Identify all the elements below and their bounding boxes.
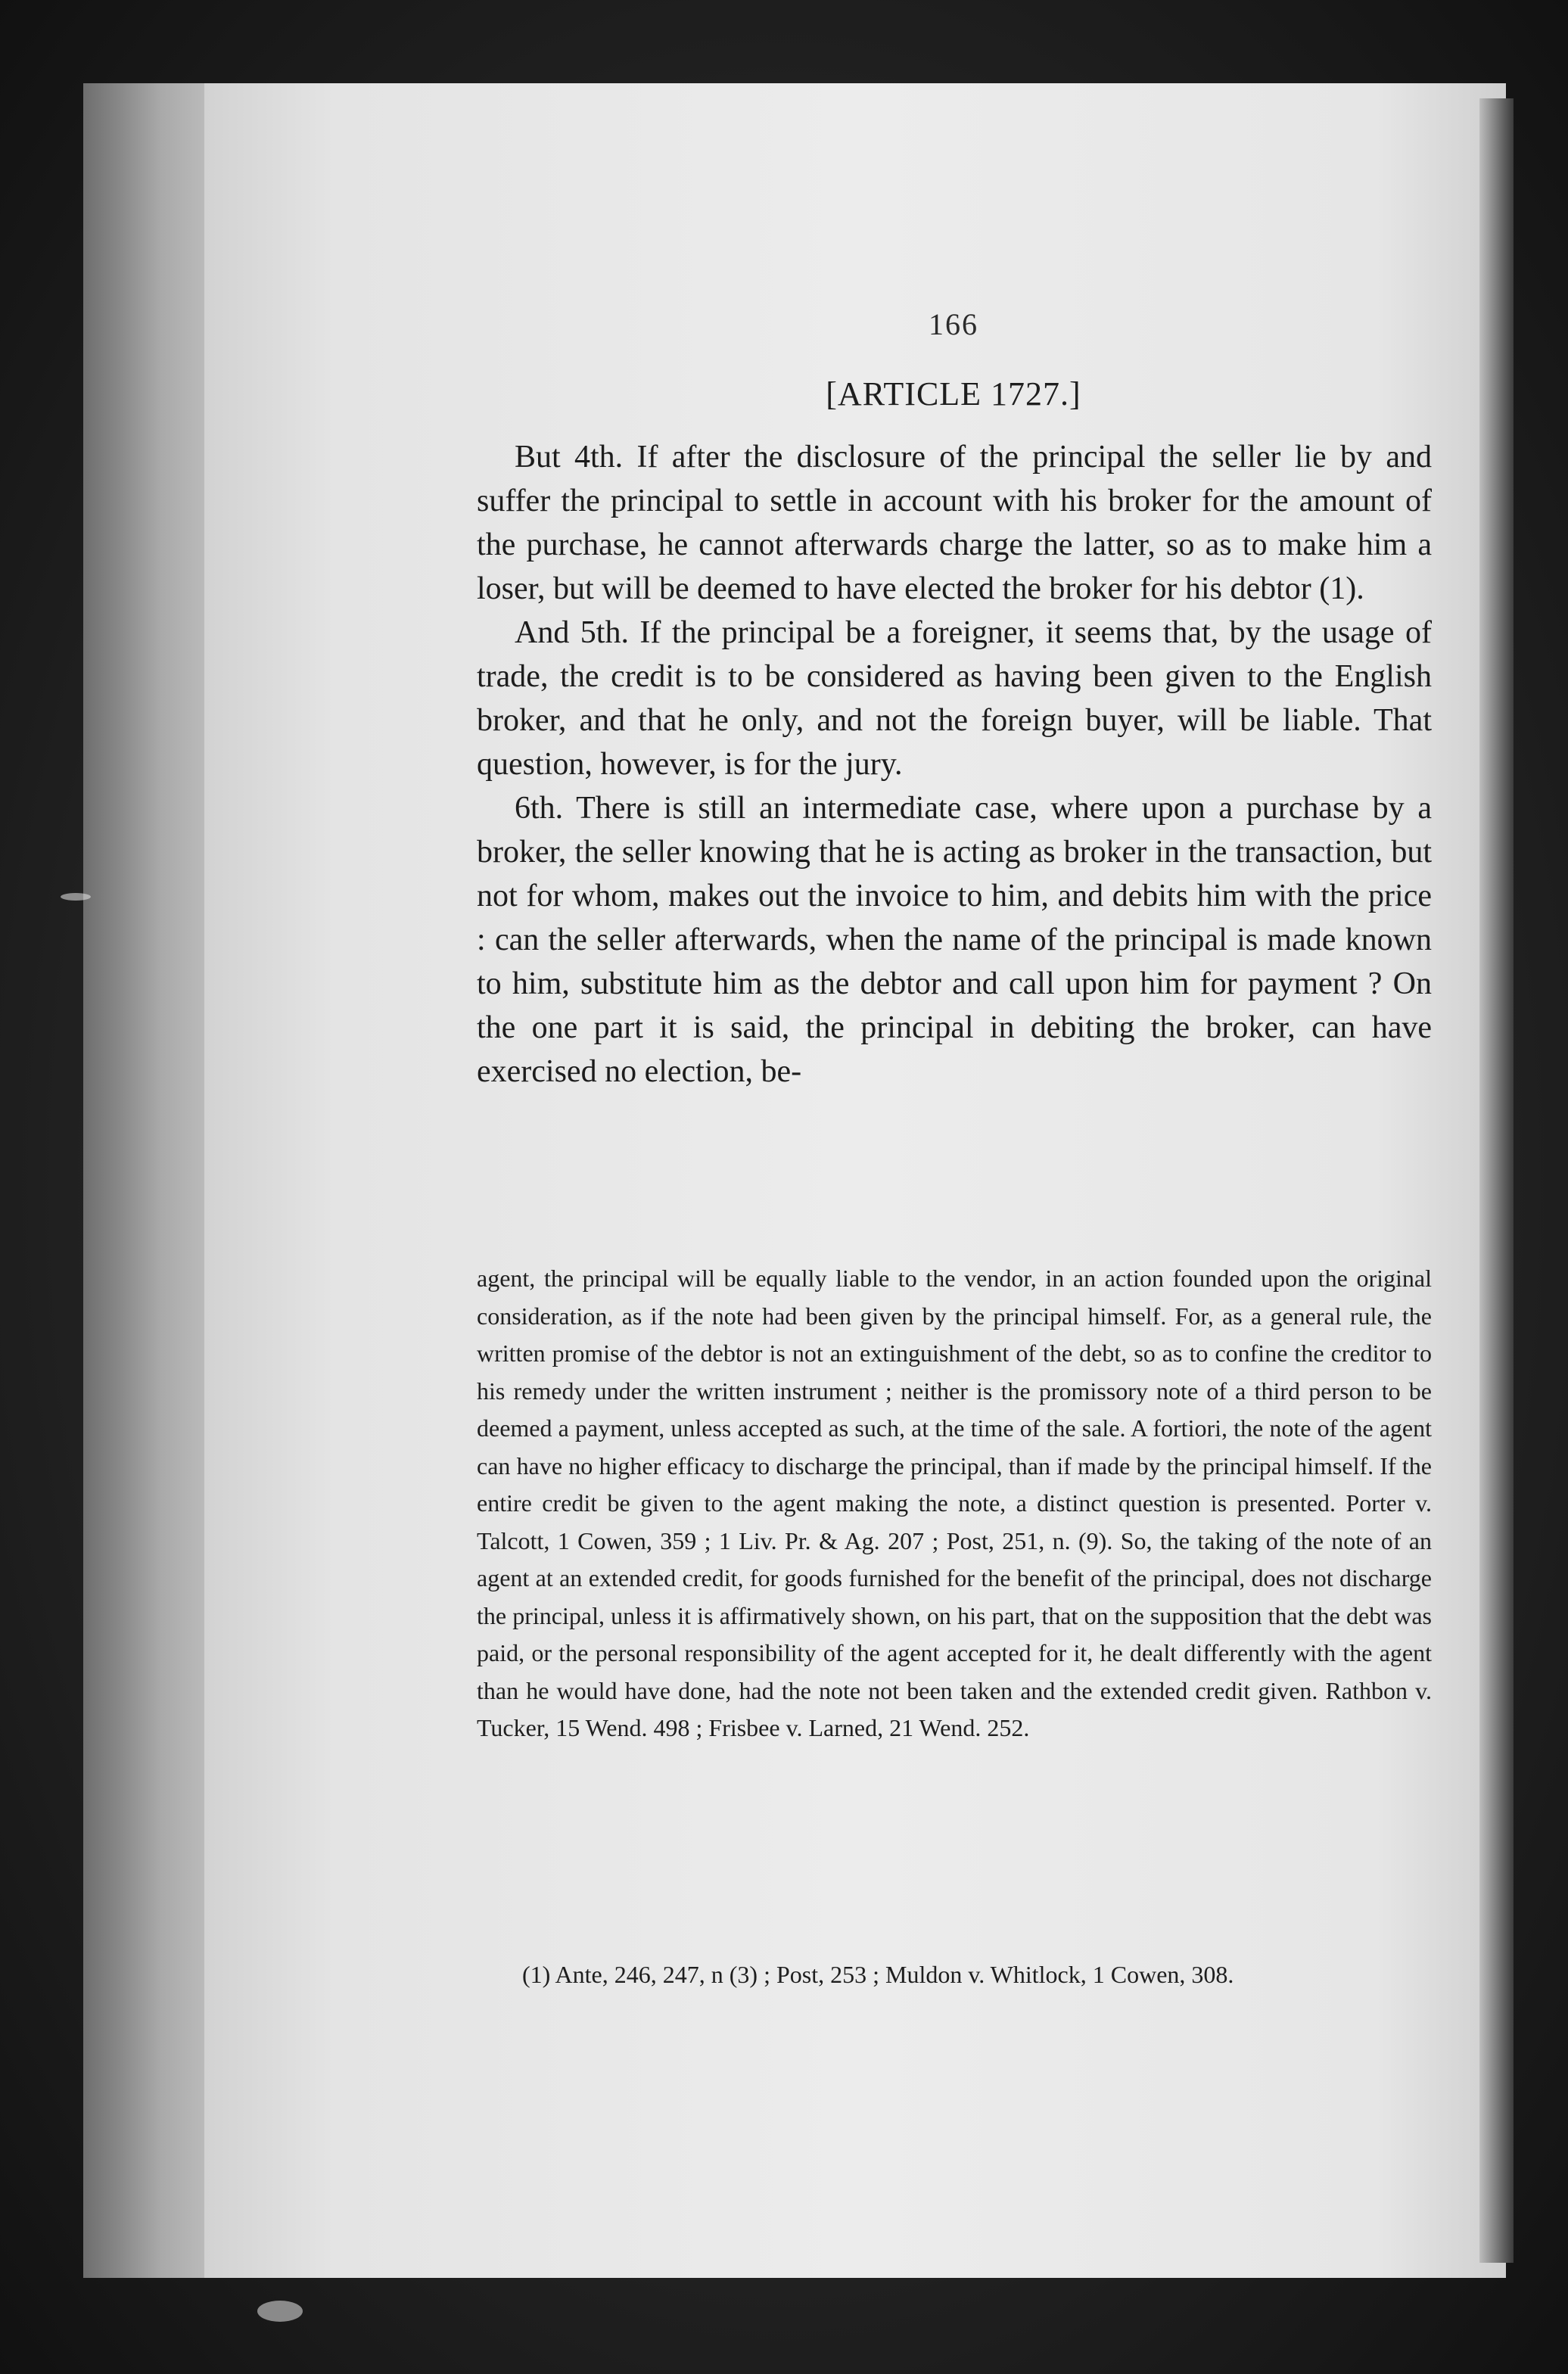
paragraph-6th: 6th. There is still an intermediate case, where upon a purchase by a broker, the seller knowing that he is acting as broker in the transaction, but not for whom, makes out the invoice to him, and debits him with the price : can the seller afterwards, when the name of the principal is made known to him, substitute him as the debtor and call upon him for payment ? On the one part it is said, the principal in debiting the broker, can have exercised no election, be- [477, 791, 1432, 1089]
paragraph-5th: And 5th. If the principal be a foreigner, it seems that, by the usage of trade, the credit is to be considered as having been given to the English broker, and that he only, and not the foreign buyer, will be liable. That question, however, is for the jury. [477, 615, 1432, 782]
footnote-1: (1) Ante, 246, 247, n (3) ; Post, 253 ; Muldon v. Whitlock, 1 Cowen, 308. [522, 1961, 1234, 1988]
footnote-continued [477, 1260, 1432, 1747]
page-stack-edge [83, 83, 212, 2278]
page-number: 166 [929, 307, 978, 341]
page-gutter-shadow [1479, 98, 1514, 2263]
scan-speck [61, 893, 91, 901]
scan-speck [257, 2301, 303, 2322]
article-heading: [ARTICLE 1727.] [826, 375, 1081, 412]
body-text [477, 435, 1432, 1094]
footnote-continued-text: agent, the principal will be equally liable to the vendor, in an action founded upon the original consideration, as if the note had been given by the principal himself. For, as a general rule, the written promise of the debtor is not an extinguishment of the debt, so as to confine the creditor to his remedy under the written instrument ; neither is the promissory note of a third person to be deemed a payment, unless accepted as such, at the time of the sale. A fortiori, the note of the agent can have no higher efficacy to discharge the principal, than if made by the principal himself. If the entire credit be given to the agent making the note, a distinct question is presented. Porter v. Talcott, 1 Cowen, 359 ; 1 Liv. Pr. & Ag. 207 ; Post, 251, n. (9). So, the taking of the note of an agent at an extended credit, for goods furnished for the benefit of the principal, does not discharge the principal, unless it is affirmatively shown, on his part, that on the supposition that the debt was paid, or the personal responsibility of the agent accepted for it, he dealt differently with the agent than he would have done, had the note not been taken and the extended credit given. Rathbon v. Tucker, 15 Wend. 498 ; Frisbee v. Larned, 21 Wend. 252. [477, 1265, 1432, 1741]
paragraph-4th: But 4th. If after the disclosure of the principal the seller lie by and suffer the principal to settle in account with his broker for the amount of the purchase, he cannot afterwards charge the latter, so as to make him a loser, but will be deemed to have elected the broker for his debtor (1). [477, 440, 1432, 606]
